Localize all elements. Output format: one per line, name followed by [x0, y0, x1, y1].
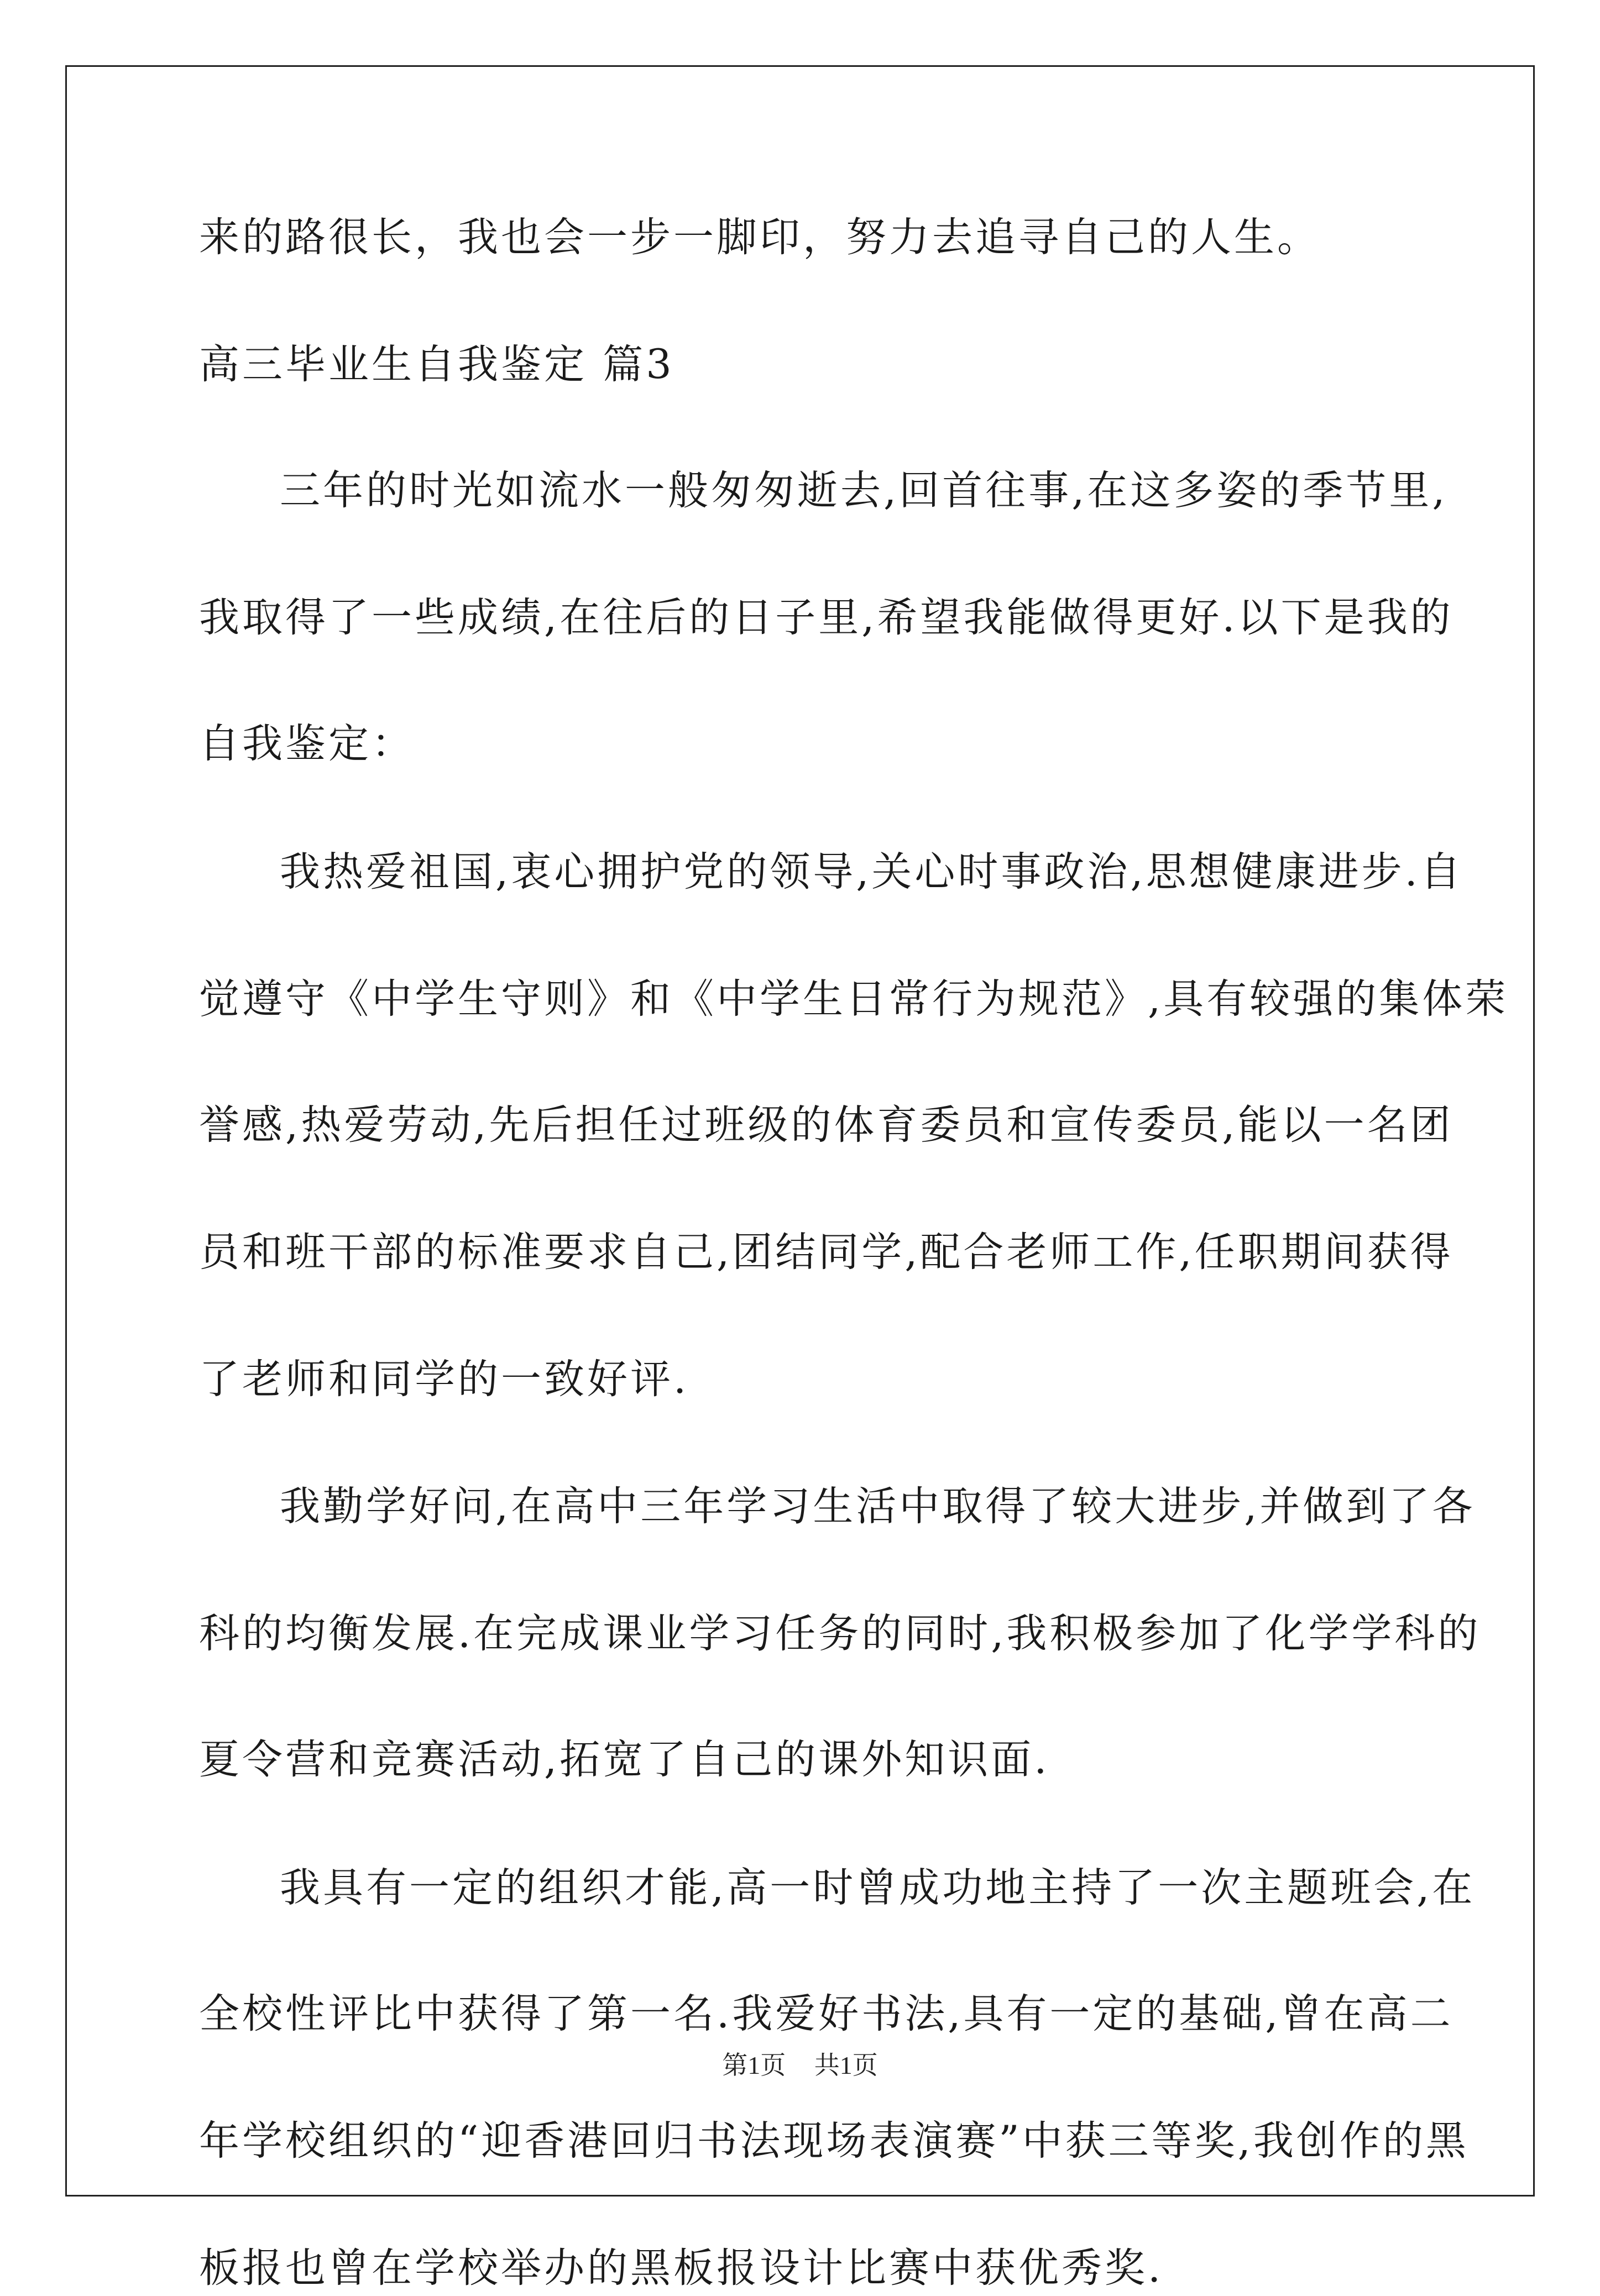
text-line: 年学校组织的“迎香港回归书法现场表演赛”中获三等奖,我创作的黑: [199, 2117, 1469, 2164]
text-line: 科的均衡发展.在完成课业学习任务的同时,我积极参加了化学学科的: [199, 1610, 1481, 1657]
text-line: 我热爱祖国,衷心拥护党的领导,关心时事政治,思想健康进步.自: [280, 848, 1463, 895]
text-line: 我具有一定的组织才能,高一时曾成功地主持了一次主题班会,在: [280, 1864, 1476, 1911]
page-number-total: 共1页: [814, 2051, 878, 2079]
text-line: 板报也曾在学校举办的黑板报设计比赛中获优秀奖.: [199, 2245, 1164, 2292]
page-number-current: 第1页: [722, 2051, 786, 2079]
page-footer: [0, 2045, 1600, 2082]
text-line: 了老师和同学的一致好评.: [199, 1356, 689, 1403]
text-line: 夏令营和竞赛活动,拓宽了自己的课外知识面.: [199, 1736, 1050, 1783]
text-line: 三年的时光如流水一般匆匆逝去,回首往事,在这多姿的季节里,: [280, 467, 1448, 514]
text-line: 来的路很长，我也会一步一脚印，努力去追寻自己的人生。: [199, 214, 1320, 261]
section-heading: 高三毕业生自我鉴定 篇3: [199, 341, 674, 388]
text-line: 员和班干部的标准要求自己,团结同学,配合老师工作,任职期间获得: [199, 1229, 1453, 1276]
text-line: 全校性评比中获得了第一名.我爱好书法,具有一定的基础,曾在高二: [199, 1990, 1453, 2037]
text-line: 自我鉴定：: [199, 720, 415, 767]
text-line: 誉感,热爱劳动,先后担任过班级的体育委员和宣传委员,能以一名团: [199, 1102, 1453, 1149]
text-line: 觉遵守《中学生守则》和《中学生日常行为规范》,具有较强的集体荣: [199, 976, 1509, 1023]
text-line: 我取得了一些成绩,在往后的日子里,希望我能做得更好.以下是我的: [199, 594, 1453, 641]
text-line: 我勤学好问,在高中三年学习生活中取得了较大进步,并做到了各: [280, 1483, 1476, 1530]
